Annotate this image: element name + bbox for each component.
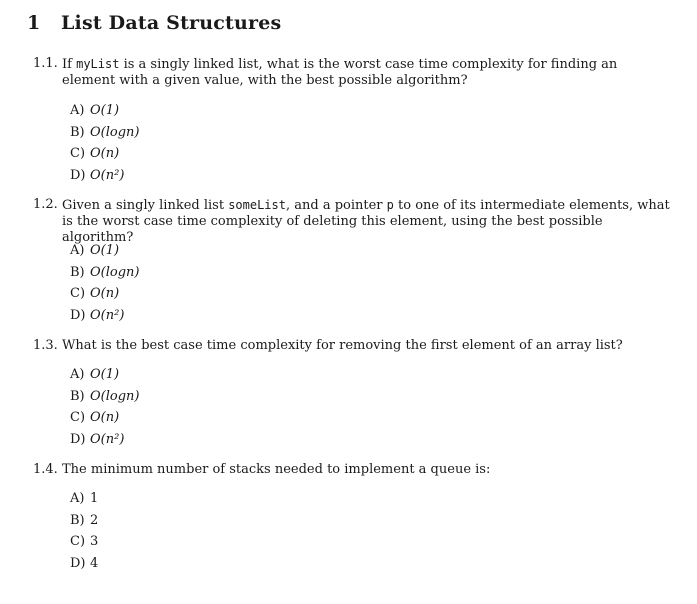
- option-a: A) O(1): [70, 243, 120, 258]
- question-1-3: [33, 338, 673, 354]
- option-a: A) O(1): [70, 103, 120, 118]
- option-c: C) O(n): [70, 146, 120, 161]
- options-1-2: [70, 240, 139, 326]
- section-number: 1: [27, 12, 41, 34]
- question-text: If myList is a singly linked list, what is the worst case time complexity for finding an element with a given value, with the best possible algorithm?: [62, 57, 618, 88]
- question-number: 1.1.: [33, 56, 58, 71]
- option-d: D) O(n²): [70, 431, 125, 447]
- question-1-4: [33, 462, 673, 478]
- option-d: D) O(n²): [70, 307, 125, 323]
- question-number: 1.2.: [33, 197, 58, 212]
- code-p: p: [386, 198, 394, 212]
- option-b: B) O(logn): [70, 264, 140, 280]
- question-1-2: [33, 197, 673, 246]
- section-heading: [27, 12, 281, 34]
- options-1-3: [70, 364, 139, 450]
- option-b: B) 2: [70, 512, 99, 528]
- option-c: C) O(n): [70, 286, 120, 301]
- question-number: 1.3.: [33, 338, 58, 353]
- code-someList: someList: [228, 198, 286, 212]
- option-c: C) 3: [70, 534, 99, 549]
- option-c: C) O(n): [70, 410, 120, 425]
- options-1-1: [70, 100, 139, 186]
- option-b: B) O(logn): [70, 388, 140, 404]
- option-b: B) O(logn): [70, 124, 140, 140]
- question-1-1: [33, 56, 673, 89]
- section-title: List Data Structures: [61, 12, 282, 34]
- option-d: D) 4: [70, 555, 99, 571]
- code-myList: myList: [76, 57, 120, 71]
- option-a: A) O(1): [70, 367, 120, 382]
- question-text: What is the best case time complexity for removing the first element of an array list?: [62, 338, 623, 353]
- question-text: Given a singly linked list someList, and a pointer p to one of its intermediate elements, what is the worst case time complexity of deleting this element, using the best possible algorithm?: [62, 198, 670, 245]
- option-d: D) O(n²): [70, 167, 125, 183]
- options-1-4: [70, 488, 98, 574]
- question-number: 1.4.: [33, 462, 58, 477]
- question-text: The minimum number of stacks needed to implement a queue is:: [62, 462, 491, 477]
- option-a: A) 1: [70, 491, 99, 506]
